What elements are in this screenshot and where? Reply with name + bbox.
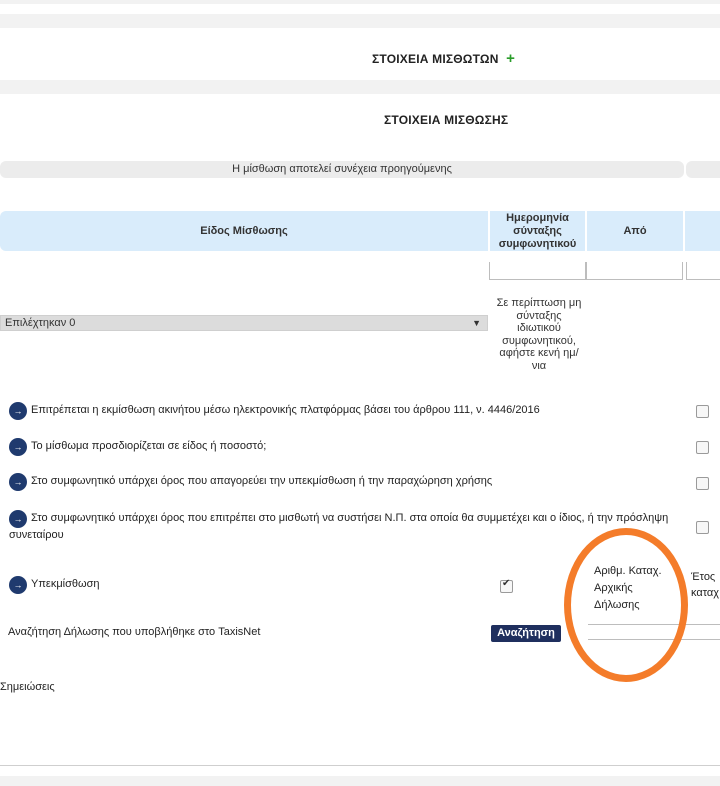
tenants-section-title xyxy=(372,50,515,67)
registry-number-label: Αριθμ. Καταχ. Αρχικής Δήλωσης xyxy=(594,565,662,611)
from-date-input[interactable] xyxy=(586,262,683,280)
top-band xyxy=(0,0,720,4)
question-platform-lease-checkbox[interactable] xyxy=(696,405,709,418)
lease-type-select-value: Επιλέχτηκαν 0 xyxy=(5,317,76,329)
sublease-label: Υπεκμίσθωση xyxy=(31,578,100,590)
arrow-right-icon: → xyxy=(9,473,27,491)
header-lease-type xyxy=(0,211,488,251)
question-sublease-prohibited: Στο συμφωνητικό υπάρχει όρος που απαγορεύει την υπεκμίσθωση ή την παραχώρηση χρήσης xyxy=(31,475,493,487)
arrow-right-icon: → xyxy=(9,510,27,528)
notes-label: Σημειώσεις xyxy=(0,681,55,693)
search-declaration-label: Αναζήτηση Δήλωσης που υποβλήθηκε στο TaxisNet xyxy=(8,626,261,638)
lease-type-select[interactable] xyxy=(0,315,488,331)
continuation-label: Η μίσθωση αποτελεί συνέχεια προηγούμενης xyxy=(232,163,452,175)
sublease-checkbox[interactable] xyxy=(500,580,513,593)
header-contract-date-text: Ημερομηνία σύνταξης συμφωνητικού xyxy=(498,211,577,250)
question-legal-entity: Στο συμφωνητικό υπάρχει όρος που επιτρέπει στο μισθωτή να συστήσει Ν.Π. στα οποία θα συμμετέχει και ο ίδιος, ή την πρόσληψη συνεταίρου xyxy=(9,512,669,541)
continuation-bar[interactable] xyxy=(0,161,684,178)
registry-year-label: Έτος καταχ xyxy=(691,571,720,599)
chevron-down-icon: ▼ xyxy=(472,318,481,328)
header-lease-type-text: Είδος Μίσθωσης xyxy=(200,224,288,237)
bottom-band xyxy=(0,776,720,786)
search-button[interactable]: Αναζήτηση xyxy=(491,625,561,642)
tenants-title-text: ΣΤΟΙΧΕΙΑ ΜΙΣΘΩΤΩΝ xyxy=(372,52,499,66)
header-to xyxy=(685,211,720,251)
question-platform-lease: Επιτρέπεται η εκμίσθωση ακινήτου μέσω ηλεκτρονικής πλατφόρμας βάσει του άρθρου 111, ν. 4446/2016 xyxy=(31,404,540,416)
to-date-input[interactable] xyxy=(686,262,720,280)
header-from-text: Από xyxy=(623,224,647,237)
separator-band-2 xyxy=(0,80,720,94)
arrow-right-icon: → xyxy=(9,576,27,594)
arrow-right-icon: → xyxy=(9,402,27,420)
date-note: Σε περίπτωση μη σύνταξης ιδιωτικού συμφωνητικού, αφήστε κενή ημ/νια xyxy=(496,297,582,372)
contract-date-input[interactable] xyxy=(489,262,586,280)
separator-band-1 xyxy=(0,14,720,28)
question-legal-entity-checkbox[interactable] xyxy=(696,521,709,534)
header-contract-date xyxy=(490,211,585,251)
continuation-bar-extra xyxy=(686,161,720,178)
question-rent-in-kind-checkbox[interactable] xyxy=(696,441,709,454)
question-rent-in-kind: Το μίσθωμα προσδιορίζεται σε είδος ή ποσοστό; xyxy=(31,440,267,452)
question-sublease-prohibited-checkbox[interactable] xyxy=(696,477,709,490)
add-tenant-plus-icon[interactable]: + xyxy=(506,50,516,67)
notes-divider xyxy=(0,765,720,766)
header-from xyxy=(587,211,683,251)
lease-section-title: ΣΤΟΙΧΕΙΑ ΜΙΣΘΩΣΗΣ xyxy=(384,113,509,127)
arrow-right-icon: → xyxy=(9,438,27,456)
annotation-circle xyxy=(564,528,688,682)
